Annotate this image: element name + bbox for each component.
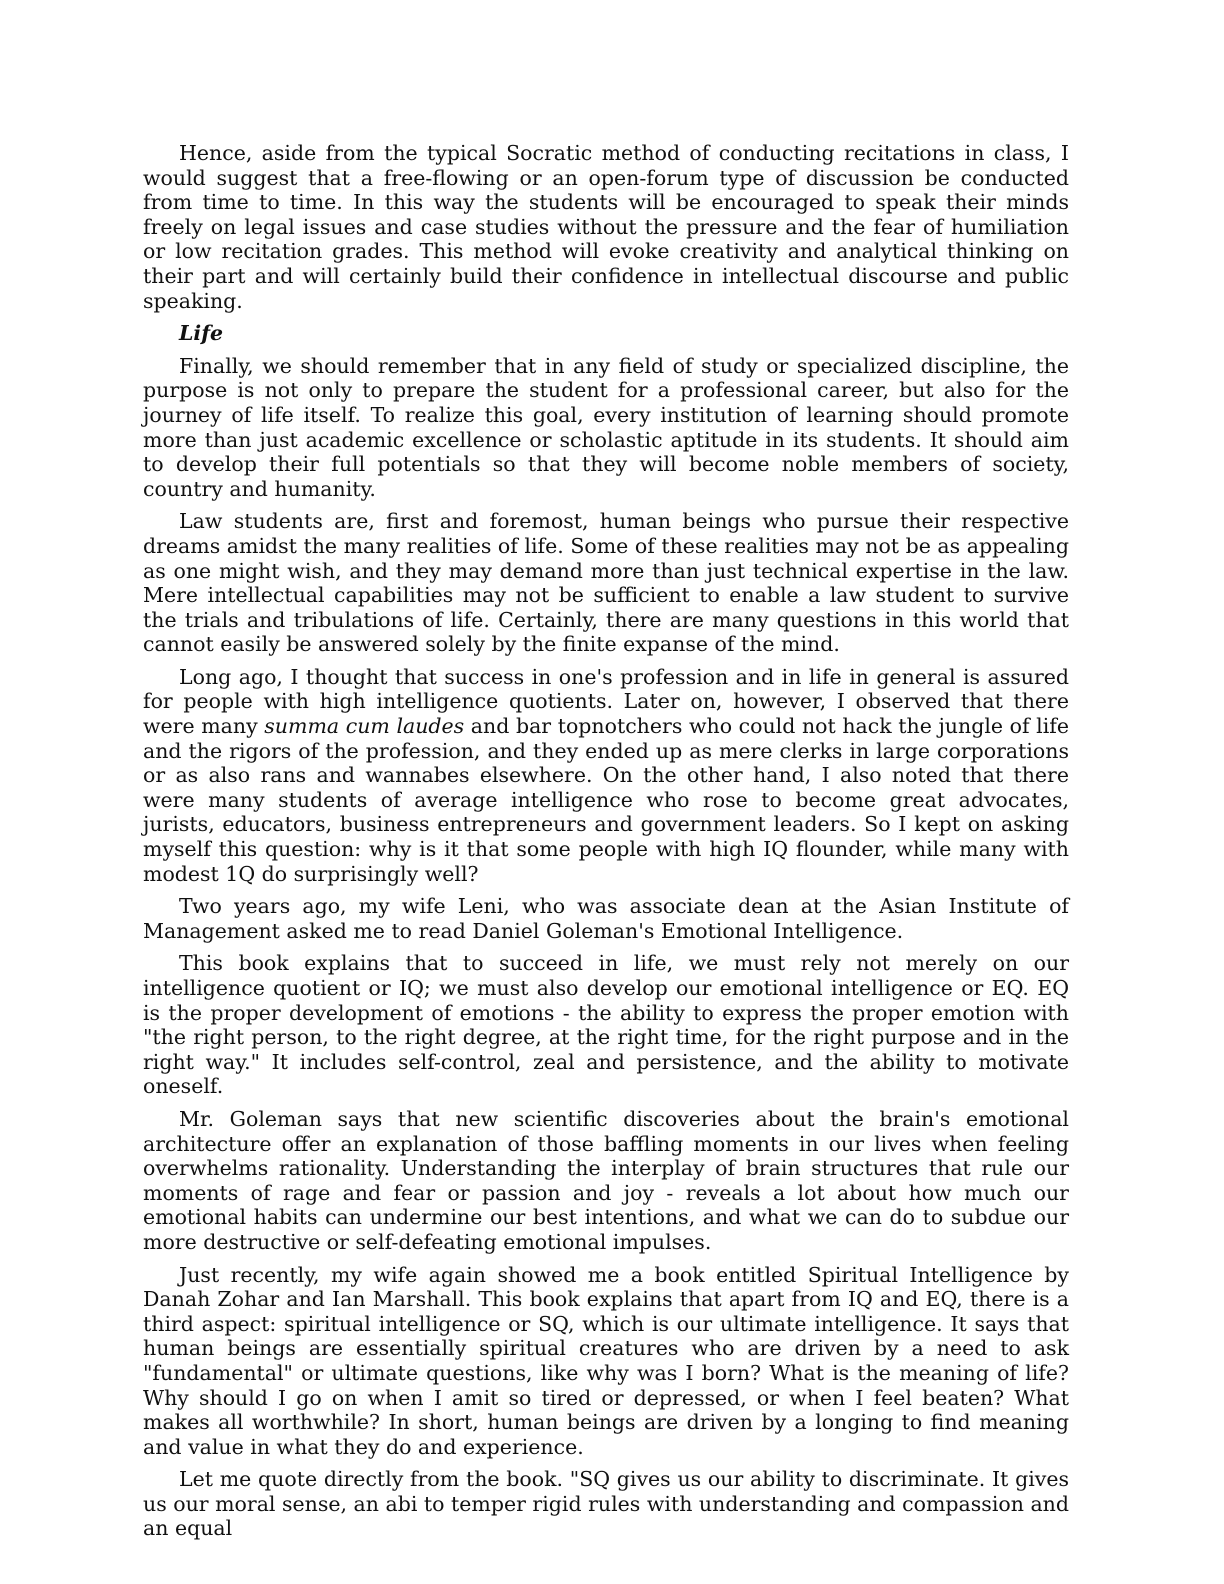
paragraph-quote: Let me quote directly from the book. "SQ gives us our ability to discriminate. It gives us our moral sense, an abi to temper rigid rules with understanding and compassion and an equal xyxy=(143,1467,1069,1541)
paragraph-goleman: Mr. Goleman says that new scientific discoveries about the brain's emotional architecture offer an explanation of those baffling moments in our lives when feeling overwhelms rationality. Understanding the interplay of brain structures that rule our moments of rage and fear or passion and joy - reveals a lot about how much our emotional habits can undermine our best intentions, and what we can do to subdue our more destructive or self-defeating emotional impulses. xyxy=(143,1106,1069,1254)
paragraph-long-ago xyxy=(143,665,1069,886)
section-heading-life: Life xyxy=(179,321,224,346)
paragraph-purpose-of-study: Finally, we should remember that in any field of study or specialized discipline, the purpose is not only to prepare the student for a professional career, but also for the journey of life itself. To realize this goal, every institution of learning should promote more than just academic excellence or scholastic aptitude in its students. It should aim to develop their full potentials so that they will become noble members of society, country and humanity. xyxy=(143,353,1069,501)
paragraph-emotional-intelligence: This book explains that to succeed in life, we must rely not merely on our intelligence quotient or IQ; we must also develop our emotional intelligence or EQ. EQ is the proper development of emotions - the ability to express the proper emotion with "the right person, to the right degree, at the right time, for the right purpose and in the right way." It includes self-control, zeal and persistence, and the ability to motivate oneself. xyxy=(143,951,1069,1099)
paragraph-socratic-method: Hence, aside from the typical Socratic method of conducting recitations in class, I would suggest that a free-flowing or an open-forum type of discussion be conducted from time to time. In this way the students will be encouraged to speak their minds freely on legal issues and case studies without the pressure and the fear of humiliation or low recitation grades. This method will evoke creativity and analytical thinking on their part and will certainly build their confidence in intellectual discourse and public speaking. xyxy=(143,141,1069,313)
document-page xyxy=(143,141,1069,1541)
emphasized-phrase: summa cum laudes xyxy=(264,714,465,739)
paragraph-law-students: Law students are, first and foremost, human beings who pursue their respective dreams amidst the many realities of life. Some of these realities may not be as appealing as one might wish, and they may demand more than just technical expertise in the law. Mere intellectual capabilities may not be sufficient to enable a law student to survive the trials and tribulations of life. Certainly, there are many questions in this world that cannot easily be answered solely by the finite expanse of the mind. xyxy=(143,509,1069,657)
paragraph-spiritual-intelligence: Just recently, my wife again showed me a book entitled Spiritual Intelligence by Danah Zohar and Ian Marshall. This book explains that apart from IQ and EQ, there is a third aspect: spiritual intelligence or SQ, which is our ultimate intelligence. It says that human beings are essentially spiritual creatures who are driven by a need to ask "fundamental" or ultimate questions, like why was I born? What is the meaning of life? Why should I go on when I amit so tired or depressed, or when I feel beaten? What makes all worthwhile? In short, human beings are driven by a longing to find meaning and value in what they do and experience. xyxy=(143,1262,1069,1459)
paragraph-text-segment: and bar topnotchers who could not hack the jungle of life and the rigors of the profession, and they ended up as mere clerks in large corporations or as also rans and wannabes elsewhere. On the other hand, I also noted that there were many students of average intelligence who rose to become great advocates, jurists, educators, business entrepreneurs and government leaders. So I kept on asking myself this question: why is it that some people with high IQ flounder, while many with modest 1Q do surprisingly well? xyxy=(143,714,1069,886)
paragraph-two-years-ago: Two years ago, my wife Leni, who was associate dean at the Asian Institute of Management asked me to read Daniel Goleman's Emotional Intelligence. xyxy=(143,894,1069,943)
paragraph-text-segment: Long ago, I thought that success in one's profession and in life in general is assured for people with high intelligence quotients. Later on, however, I observed that there were many xyxy=(143,664,1069,739)
